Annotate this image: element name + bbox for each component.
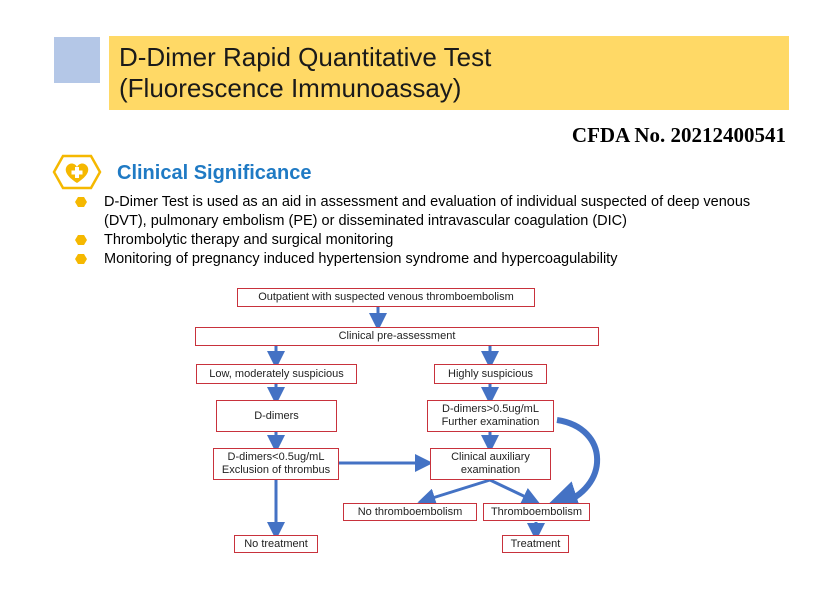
node-assessment: Clinical pre-assessment xyxy=(195,327,599,346)
title-line-2: (Fluorescence Immunoassay) xyxy=(119,73,462,103)
arrow xyxy=(426,480,490,500)
bullet-text: Thrombolytic therapy and surgical monitoring xyxy=(104,232,394,248)
node-low-result: D-dimers<0.5ug/mL Exclusion of thrombus xyxy=(213,448,339,480)
bullet-text: Monitoring of pregnancy induced hypertension syndrome and hypercoagulability xyxy=(104,251,618,267)
node-high-ddimer: D-dimers>0.5ug/mL Further examination xyxy=(427,400,554,432)
node-low: Low, moderately suspicious xyxy=(196,364,357,384)
title-line-1: D-Dimer Rapid Quantitative Test xyxy=(119,42,492,72)
node-no-thrombo: No thromboembolism xyxy=(343,503,477,521)
node-treatment: Treatment xyxy=(502,535,569,553)
node-high: Highly suspicious xyxy=(434,364,547,384)
node-ddimers: D-dimers xyxy=(216,400,337,432)
node-start: Outpatient with suspected venous thromboembolism xyxy=(237,288,535,307)
arrow xyxy=(490,480,532,500)
section-heading: Clinical Significance xyxy=(117,162,312,184)
curved-arrow xyxy=(557,420,597,504)
node-auxiliary: Clinical auxiliary examination xyxy=(430,448,551,480)
node-thrombo: Thromboembolism xyxy=(483,503,590,521)
node-no-treatment: No treatment xyxy=(234,535,318,553)
cfda-number: CFDA No. 20212400541 xyxy=(571,123,786,147)
bullet-text: D-Dimer Test is used as an aid in assessment and evaluation of individual suspected of deep venous (DVT), pulmonary embolism (PE) or disseminated intravascular coagulation (DIC) xyxy=(104,194,751,229)
